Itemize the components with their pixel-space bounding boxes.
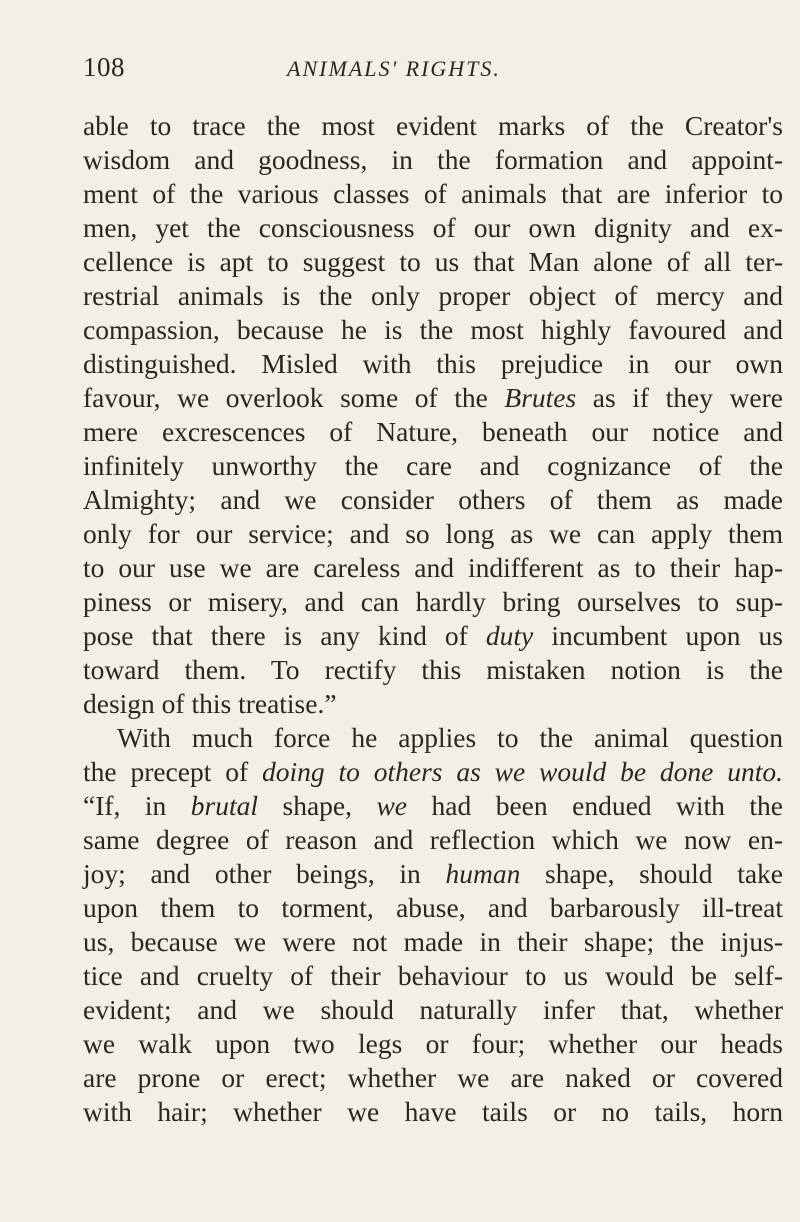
text-line: cellence is apt to suggest to us that Man alone of all ter- [83, 246, 783, 277]
text-line: same degree of reason and reflection which we now en- [83, 824, 783, 855]
text-line: we walk upon two legs or four; whether our heads [83, 1028, 783, 1059]
text-line: wisdom and goodness, in the formation and appoint- [83, 144, 783, 175]
text-line: tice and cruelty of their behaviour to us would be self- [83, 960, 783, 991]
text-line: restrial animals is the only proper object of mercy and [83, 280, 783, 311]
text-line: able to trace the most evident marks of the Creator's [83, 110, 783, 141]
body-text [83, 109, 783, 1129]
text-line: With much force he applies to the animal question [117, 722, 783, 753]
text-line: “If, in brutal shape, we had been endued with the [83, 790, 783, 821]
text-line: only for our service; and so long as we can apply them [83, 518, 783, 549]
text-line: infinitely unworthy the care and cognizance of the [83, 450, 783, 481]
text-line: joy; and other beings, in human shape, should take [83, 858, 783, 889]
text-line: mere excrescences of Nature, beneath our notice and [83, 416, 783, 447]
text-line: distinguished. Misled with this prejudice in our own [83, 348, 783, 379]
text-line: Almighty; and we consider others of them as made [83, 484, 783, 515]
text-line: us, because we were not made in their shape; the injus- [83, 926, 783, 957]
text-line: favour, we overlook some of the Brutes as if they were [83, 382, 783, 413]
text-line: to our use we are careless and indifferent as to their hap- [83, 552, 783, 583]
text-line: ment of the various classes of animals that are inferior to [83, 178, 783, 209]
page-number: 108 [83, 52, 125, 82]
text-line: piness or misery, and can hardly bring ourselves to sup- [83, 586, 783, 617]
text-line: pose that there is any kind of duty incumbent upon us [83, 620, 783, 651]
text-line: upon them to torment, abuse, and barbarously ill-treat [83, 892, 783, 923]
text-line: men, yet the consciousness of our own dignity and ex- [83, 212, 783, 243]
text-line: with hair; whether we have tails or no tails, horn [83, 1096, 783, 1127]
running-head: ANIMALS' RIGHTS. [287, 56, 501, 81]
text-line: toward them. To rectify this mistaken notion is the [83, 654, 783, 685]
text-line: compassion, because he is the most highly favoured and [83, 314, 783, 345]
text-line: evident; and we should naturally infer that, whether [83, 994, 783, 1025]
page-header [83, 52, 783, 88]
text-line: the precept of doing to others as we would be done unto. [83, 756, 783, 787]
text-line: are prone or erect; whether we are naked or covered [83, 1062, 783, 1093]
text-line: design of this treatise.” [83, 688, 337, 719]
